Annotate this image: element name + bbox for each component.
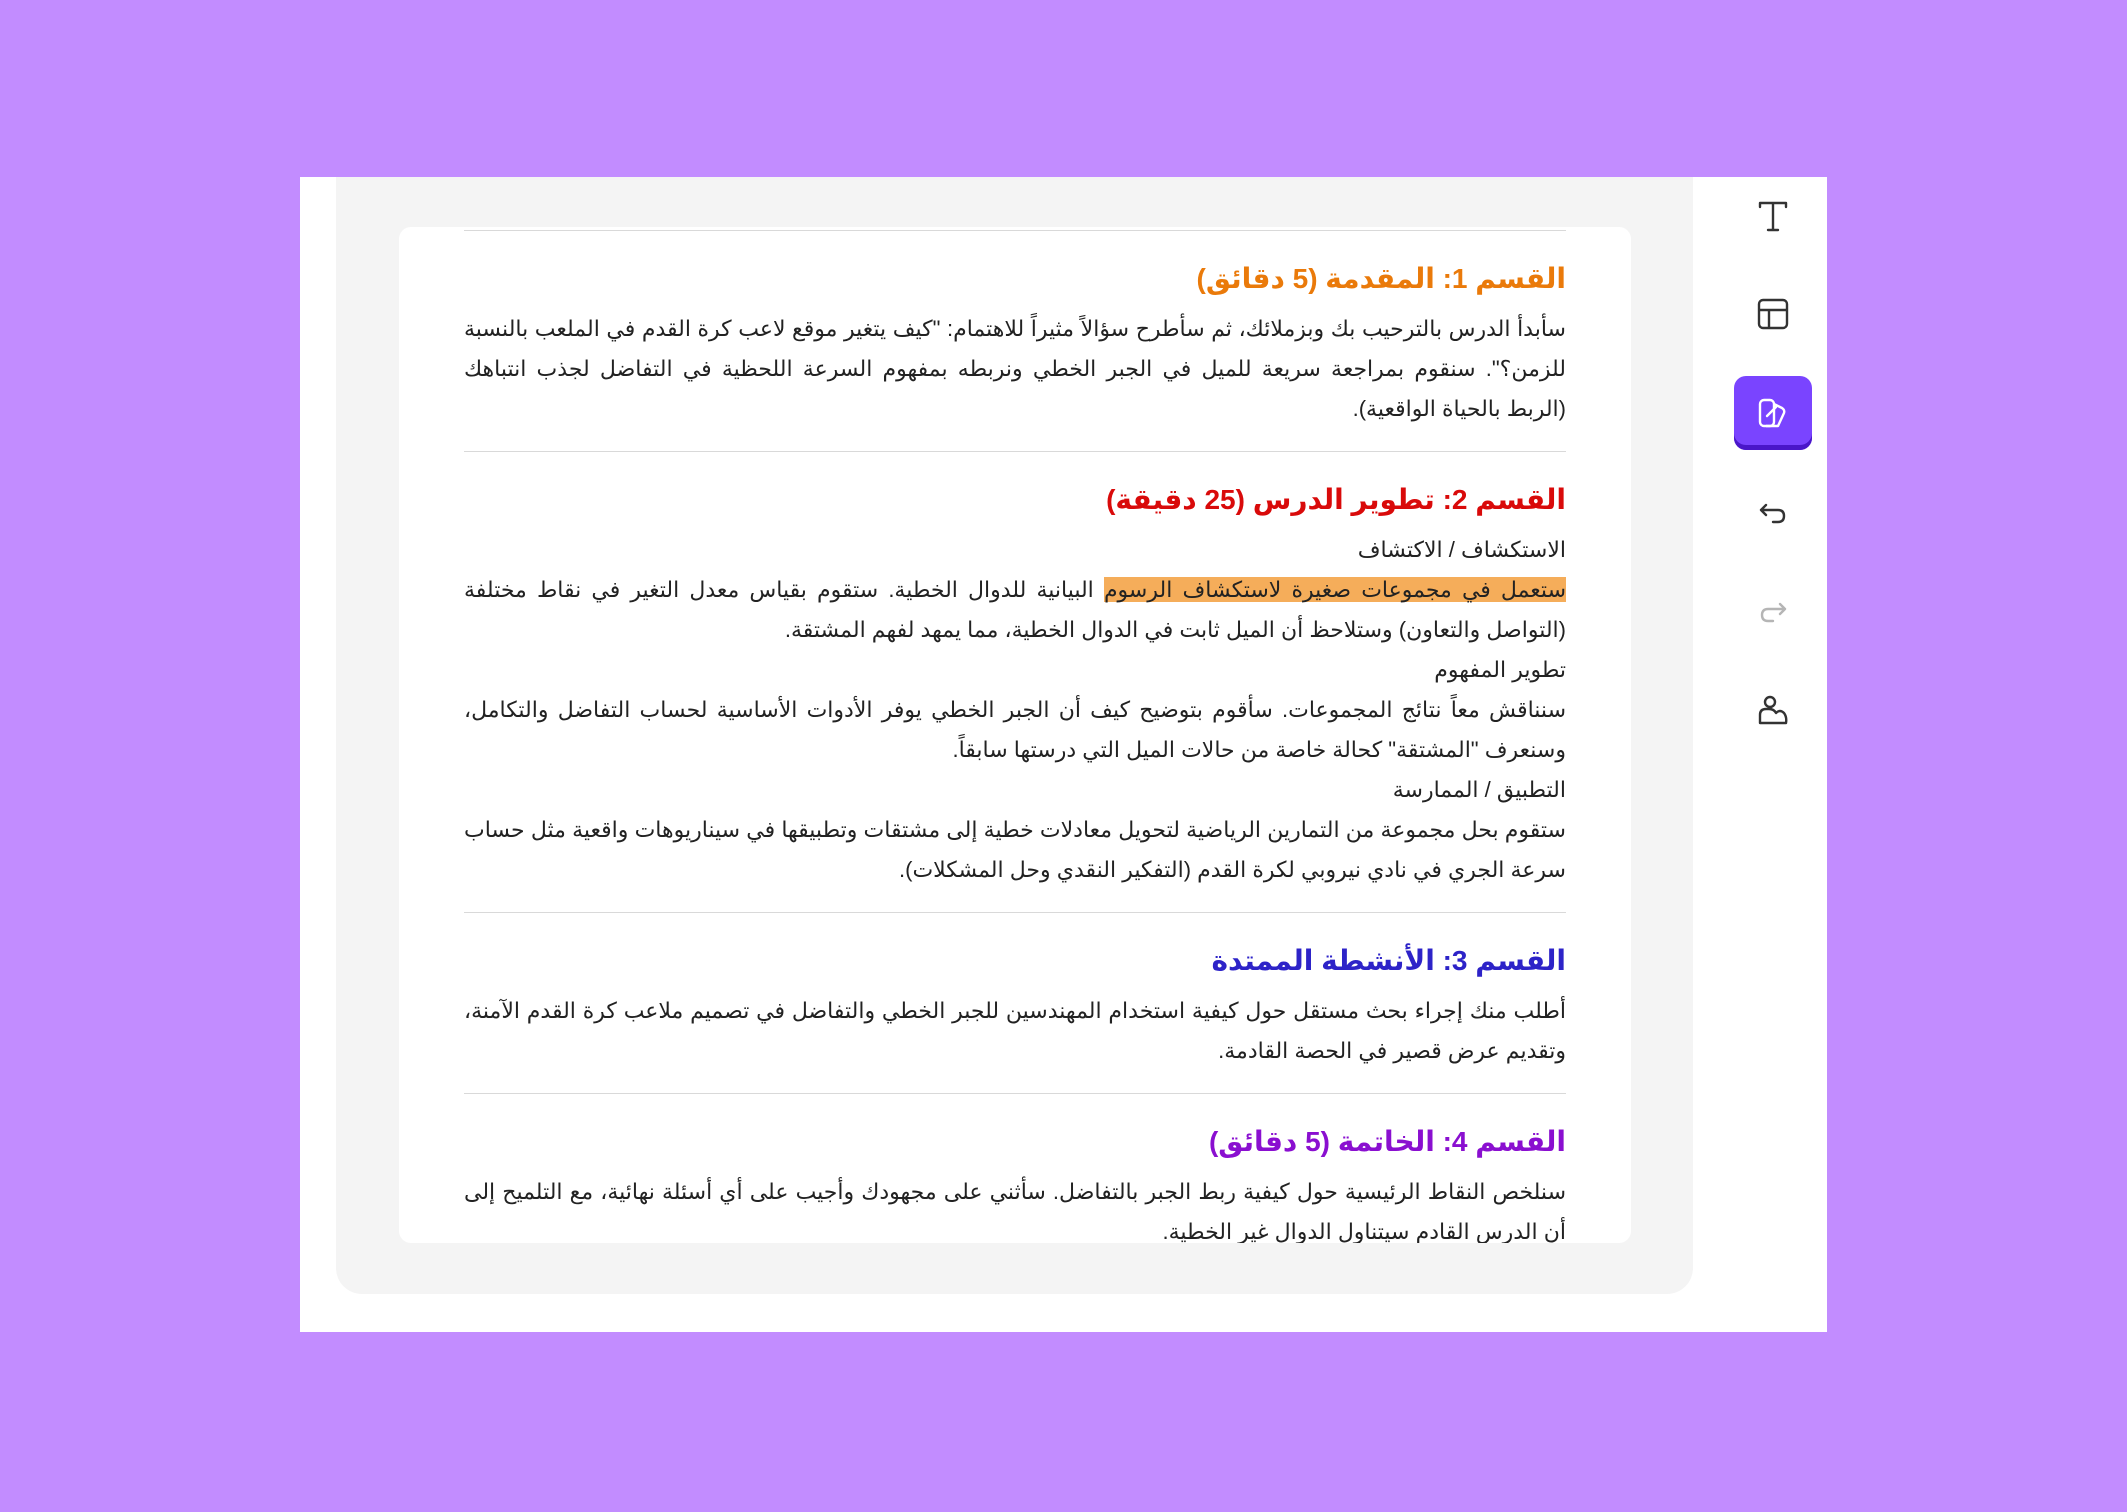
section-extended-activities [464,941,1566,1093]
section-4-title: القسم 4: الخاتمة (5 دقائق) [1208,1126,1566,1157]
highlight-icon [1754,394,1792,432]
section-3-title: القسم 3: الأنشطة الممتدة [1211,945,1566,976]
redo-icon [1754,592,1792,630]
subheading-concept-development: تطوير المفهوم [1434,657,1566,682]
editor-toolbar [1712,177,1827,877]
section-2-title: القسم 2: تطوير الدرس (25 دقيقة) [1106,484,1566,515]
text-tool-button[interactable] [1734,179,1812,253]
character-icon [1754,691,1792,729]
section-1-title: القسم 1: المقدمة (5 دقائق) [1196,263,1566,294]
document-content[interactable] [464,227,1566,1243]
exploration-paragraph [464,570,1566,650]
concept-paragraph: سنناقش معاً نتائج المجموعات. سأقوم بتوضيح كيف أن الجبر الخطي يوفر الأدوات الأساسية لحساب التفاضل والتكامل، وسنعرف "المشتقة" كحالة خاصة من حالات الميل التي درستها سابقاً. [464,697,1566,762]
practice-paragraph: ستقوم بحل مجموعة من التمارين الرياضية لتحويل معادلات خطية إلى مشتقات وتطبيقها في سيناريوهات واقعية مثل حساب سرعة الجري في نادي نيروبي لكرة القدم (التفكير النقدي وحل المشكلات). [464,817,1566,882]
section-3-paragraph: أطلب منك إجراء بحث مستقل حول كيفية استخدام المهندسين للجبر الخطي والتفاضل في تصميم ملاعب كرة القدم الآمنة، وتقديم عرض قصير في الحصة القادمة. [464,998,1566,1063]
document-page[interactable] [399,227,1631,1243]
section-divider [464,230,1566,231]
table-tool-button[interactable] [1734,277,1812,351]
document-panel [336,177,1693,1294]
exploration-paragraph-rest: البيانية للدوال الخطية. ستقوم بقياس معدل التغير في نقاط مختلفة (التواصل والتعاون) وستلاحظ أن الميل ثابت في الدوال الخطية، مما يمهد لفهم المشتقة. [464,577,1566,642]
highlight-tool-button[interactable] [1734,376,1812,450]
section-lesson-development [464,480,1566,912]
text-icon [1754,197,1792,235]
section-divider [464,1093,1566,1094]
section-introduction [464,259,1566,451]
section-4-paragraph: سنلخص النقاط الرئيسية حول كيفية ربط الجبر بالتفاضل. سأثني على مجهودك وأجيب على أي أسئلة نهائية، مع التلميح إلى أن الدرس القادم سيتناول الدوال غير الخطية. [464,1179,1566,1243]
section-conclusion [464,1122,1566,1243]
character-tool-button[interactable] [1734,673,1812,747]
subheading-exploration: الاستكشاف / الاكتشاف [1357,537,1566,562]
table-icon [1754,295,1792,333]
highlighted-text[interactable]: ستعمل في مجموعات صغيرة لاستكشاف الرسوم [1103,577,1566,602]
undo-button[interactable] [1734,475,1812,549]
section-divider [464,912,1566,913]
section-divider [464,451,1566,452]
undo-icon [1754,493,1792,531]
section-1-paragraph: سأبدأ الدرس بالترحيب بك وبزملائك، ثم سأطرح سؤالاً مثيراً للاهتمام: "كيف يتغير موقع لاعب كرة القدم في الملعب بالنسبة للزمن؟". سنقوم بمراجعة سريعة للميل في الجبر الخطي ونربطه بمفهوم السرعة اللحظية في التفاضل لجذب انتباهك (الربط بالحياة الواقعية). [464,316,1566,421]
redo-button[interactable] [1734,574,1812,648]
subheading-practice: التطبيق / الممارسة [1392,777,1566,802]
editor-window [300,177,1827,1332]
